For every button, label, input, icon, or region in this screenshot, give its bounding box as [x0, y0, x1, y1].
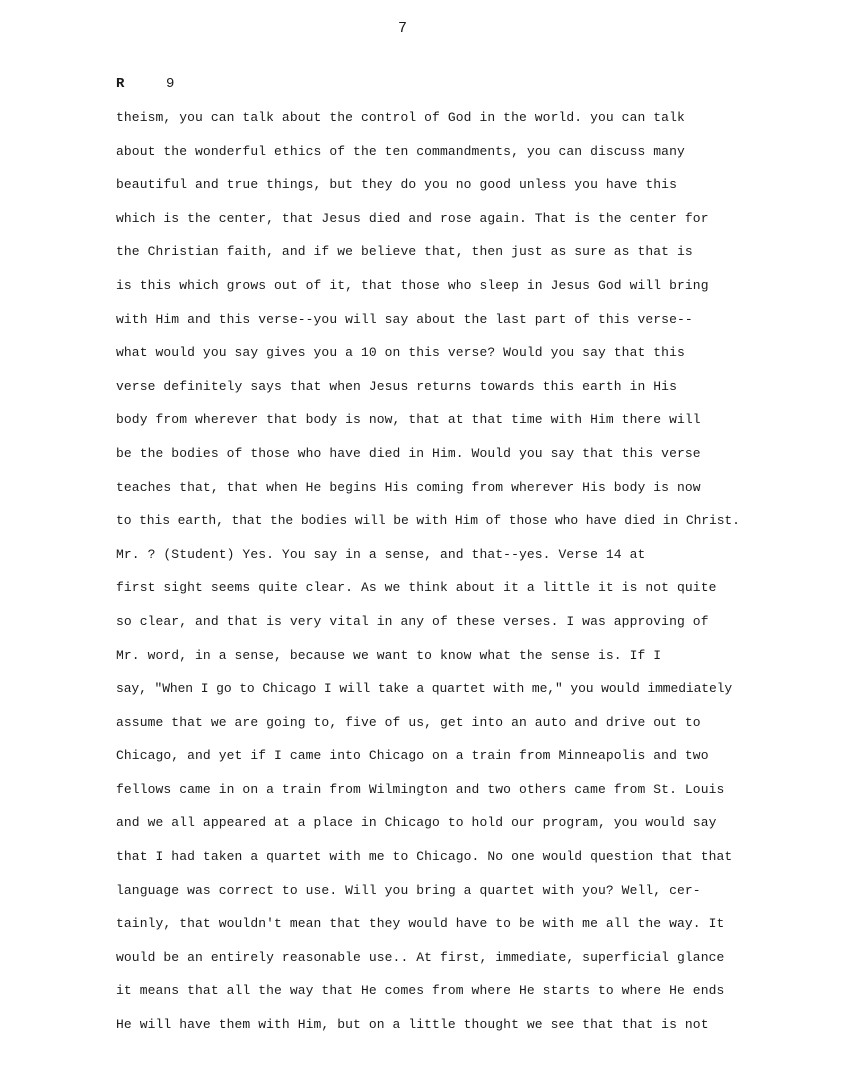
text-line: with Him and this verse--you will say about the last part of this verse--	[116, 311, 693, 327]
text-line: so clear, and that is very vital in any of these verses. I was approving of	[116, 613, 709, 629]
text-line: first sight seems quite clear. As we think about it a little it is not quite	[116, 580, 717, 596]
page-number: 7	[398, 20, 408, 37]
text-line: it means that all the way that He comes from where He starts to where He ends	[116, 983, 725, 999]
text-line: say, "When I go to Chicago I will take a quartet with me," you would immediately	[116, 681, 733, 697]
text-line: theism, you can talk about the control of God in the world. you can talk	[116, 110, 685, 125]
section-mark: R	[116, 76, 125, 92]
text-line: to this earth, that the bodies will be with Him of those who have died in Christ.	[116, 513, 740, 529]
text-line: Mr. word, in a sense, because we want to know what the sense is. If I	[116, 647, 662, 663]
text-line: the Christian faith, and if we believe that, then just as sure as that is	[116, 244, 693, 260]
text-line: verse definitely says that when Jesus returns towards this earth in His	[116, 378, 677, 394]
body-text	[116, 108, 816, 1049]
text-line: is this which grows out of it, that those who sleep in Jesus God will bring	[116, 277, 709, 293]
text-line: which is the center, that Jesus died and rose again. That is the center for	[116, 210, 709, 226]
text-line: body from wherever that body is now, that at that time with Him there will	[116, 412, 701, 428]
text-line: be the bodies of those who have died in Him. Would you say that this verse	[116, 445, 701, 461]
text-line: fellows came in on a train from Wilmington and two others came from St. Louis	[116, 781, 725, 797]
text-line: would be an entirely reasonable use.. At first, immediate, superficial glance	[116, 949, 725, 965]
text-line: about the wonderful ethics of the ten commandments, you can discuss many	[116, 143, 685, 159]
text-line: and we all appeared at a place in Chicago to hold our program, you would say	[116, 815, 717, 831]
text-line: tainly, that wouldn't mean that they would have to be with me all the way. It	[116, 916, 725, 932]
text-line: Chicago, and yet if I came into Chicago on a train from Minneapolis and two	[116, 748, 709, 764]
text-line: Mr. ? (Student) Yes. You say in a sense, and that--yes. Verse 14 at	[116, 546, 646, 562]
text-line: what would you say gives you a 10 on this verse? Would you say that this	[116, 345, 685, 361]
text-line: assume that we are going to, five of us, get into an auto and drive out to	[116, 714, 701, 730]
text-line: He will have them with Him, but on a little thought we see that that is not	[116, 1017, 709, 1033]
text-line: teaches that, that when He begins His coming from wherever His body is now	[116, 479, 701, 495]
text-line: language was correct to use. Will you bring a quartet with you? Well, cer-	[116, 882, 701, 898]
text-line: beautiful and true things, but they do you no good unless you have this	[116, 177, 677, 193]
section-number: 9	[166, 76, 175, 92]
text-line: that I had taken a quartet with me to Chicago. No one would question that that	[116, 849, 733, 865]
